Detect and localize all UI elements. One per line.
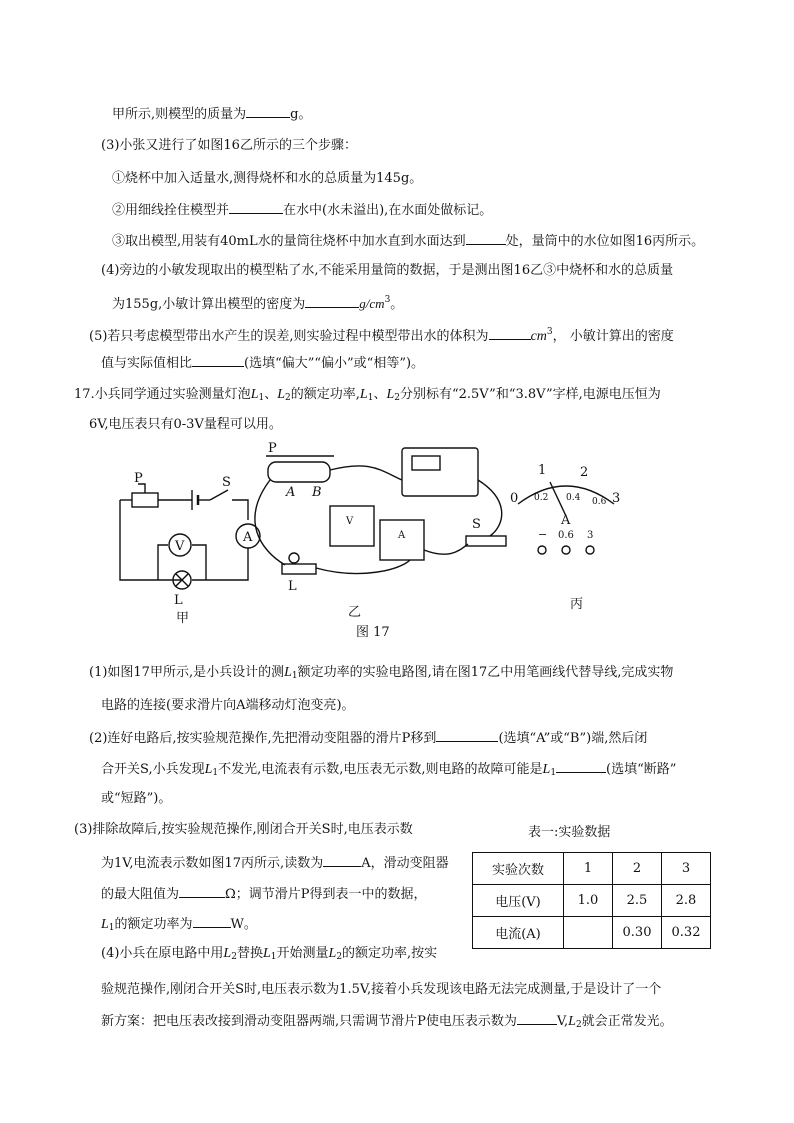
connecting-wire — [330, 466, 402, 480]
dial-scale-02: 0.2 — [534, 493, 549, 503]
table-cell: 电压(V) — [473, 885, 564, 917]
q16-step3: ③取出模型,用装有40mL水的量筒往烧杯中加水直到水面达到 处，量筒中的水位如图16丙所示。 — [112, 231, 704, 251]
answer-blank[interactable] — [192, 353, 244, 367]
dial-unit-a: A — [561, 513, 571, 528]
circuit-wire — [192, 545, 206, 580]
dial-scale-04: 0.4 — [566, 493, 581, 503]
answer-blank[interactable] — [305, 294, 359, 308]
terminal-post — [586, 546, 594, 554]
label-l1-yi: L — [288, 579, 297, 594]
q17-part2-line1: (2)连好电路后,按实验规范操作,先把滑动变阻器的滑片P移到 (选填“A”或“B”)端,然后闭 — [89, 728, 647, 748]
label-s-jia: S — [222, 475, 231, 490]
terminal-post — [538, 546, 546, 554]
table-row — [473, 917, 711, 949]
q17-part4-line2: 验规范操作,刚闭合开关S时,电压表示数为1.5V,接着小兵发现该电路无法完成测量,于是设计了一个 — [101, 982, 662, 997]
q17-part3-line3: 的最大阻值为 Ω；调节滑片P得到表一中的数据， — [101, 884, 427, 904]
q17-part4-line3: 新方案：把电压表改接到滑动变阻器两端,只需调节滑片P使电压表示数为 $V,L_2$就会正常发光。 — [101, 1011, 673, 1034]
terminal-post — [562, 546, 570, 554]
q17-part3-line1: (3)排除故障后,按实验规范操作,刚闭合开关S时,电压表示数 — [74, 822, 413, 837]
connecting-wire — [316, 560, 410, 573]
dial-scale-0: 0 — [510, 491, 519, 506]
label-jia: 甲 — [176, 611, 190, 626]
figure-caption: 图 17 — [356, 625, 390, 640]
rheostat-device — [268, 462, 330, 482]
dial-scale-06: 0.6 — [592, 497, 607, 507]
circuit-wire — [120, 500, 182, 580]
circuit-wire — [192, 548, 248, 580]
table-cell: 0.32 — [662, 917, 711, 949]
answer-blank[interactable] — [556, 759, 606, 773]
table-title: 表一:实验数据 — [528, 825, 611, 840]
q17-part3-line2: 为1V,电流表示数如图17丙所示,读数为 A，滑动变阻器 — [101, 853, 449, 873]
connecting-wire — [478, 480, 502, 536]
q17-part2-line3: 或“短路”)。 — [101, 791, 172, 806]
lamp-base — [282, 564, 316, 574]
label-p-jia: P — [134, 471, 143, 486]
answer-blank[interactable] — [229, 200, 283, 214]
label-yi: 乙 — [348, 605, 362, 620]
q17-part4-line1: (4)小兵在原电路中用$L_2$替换$L_1$开始测量$L_2$的额定功率,按实 — [101, 946, 438, 962]
answer-blank[interactable] — [179, 884, 225, 898]
switch-symbol — [210, 490, 228, 500]
label-l1-jia: L — [174, 593, 183, 608]
connecting-wire — [424, 544, 468, 554]
table-header-row — [473, 853, 711, 885]
label-a-ammeter: A — [243, 530, 253, 545]
q17-stem-line1: 17.小兵同学通过实验测量灯泡$L_1$、$L_2$的额定功率$,L_1$、$L_2$分别标有“2.5V”和“3.8V”字样,电源电压恒为 — [74, 387, 661, 403]
label-v-device: V — [346, 516, 354, 527]
dial-scale-2: 2 — [580, 465, 589, 480]
label-a-yi: A — [286, 485, 296, 500]
connecting-wire — [255, 480, 285, 565]
answer-blank[interactable] — [466, 231, 506, 245]
q16-part3: (3)小张又进行了如图16乙所示的三个步骤： — [101, 138, 357, 153]
q16-part5-line1: (5)若只考虑模型带出水产生的误差,则实验过程中模型带出水的体积为 $cm^3$， 小敏计算出的密度 — [89, 327, 674, 344]
q16-line-a: 甲所示,则模型的质量为 g。 — [112, 104, 311, 124]
table-cell: 0.30 — [613, 917, 662, 949]
table-header-cell: 1 — [564, 853, 613, 885]
q17-part1-line1: (1)如图17甲所示,是小兵设计的测$L_1$额定功率的实验电路图,请在图17乙中用笔画线代替导线,完成实物 — [89, 665, 674, 681]
table-header-cell: 2 — [613, 853, 662, 885]
power-display — [412, 456, 440, 470]
q16-step2: ②用细线拴住模型并 在水中(水未溢出),在水面处做标记。 — [112, 200, 492, 220]
terminal-minus: − — [538, 528, 548, 541]
lamp-bulb — [289, 553, 299, 563]
table-cell: 2.5 — [613, 885, 662, 917]
q17-part2-line2: 合开关S,小兵发现$L_1$不发光,电流表有示数,电压表无示数,则电路的故障可能是$L_1$ (选填“断路” — [101, 759, 676, 782]
dial-scale-3: 3 — [612, 491, 621, 506]
answer-blank[interactable] — [193, 914, 231, 928]
table-header-cell: 实验次数 — [473, 853, 564, 885]
label-a-device: A — [398, 530, 406, 541]
label-p-yi: P — [268, 441, 277, 456]
table-cell: 1.0 — [564, 885, 613, 917]
answer-blank[interactable] — [517, 1011, 557, 1025]
label-bing: 丙 — [570, 597, 584, 612]
table-cell: 2.8 — [662, 885, 711, 917]
answer-blank[interactable] — [489, 326, 531, 340]
q17-part3-line4: $L_1$的额定功率为 W。 — [101, 914, 257, 937]
table-row — [473, 885, 711, 917]
circuit-wire — [158, 545, 168, 580]
terminal-3: 3 — [587, 530, 594, 541]
rheostat-symbol — [132, 493, 158, 507]
q16-step1: ①烧杯中加入适量水,测得烧杯和水的总质量为145g。 — [112, 171, 423, 186]
answer-blank[interactable] — [246, 104, 290, 118]
label-b-yi: B — [312, 485, 322, 500]
terminal-06: 0.6 — [558, 530, 574, 541]
dial-scale-1: 1 — [538, 463, 547, 478]
answer-blank[interactable] — [323, 853, 361, 867]
q17-stem-line2: 6V,电压表只有0-3V量程可以用。 — [89, 417, 282, 432]
data-table — [472, 852, 711, 949]
switch-device — [466, 536, 506, 546]
power-supply — [402, 448, 478, 496]
q16-part4-line1: (4)旁边的小敏发现取出的模型粘了水,不能采用量筒的数据，于是测出图16乙③中烧杯和水的总质量 — [101, 263, 674, 278]
table-header-cell: 3 — [662, 853, 711, 885]
table-cell: 电流(A) — [473, 917, 564, 949]
table-cell — [564, 917, 613, 949]
label-s-yi: S — [472, 517, 481, 532]
q17-part1-line2: 电路的连接(要求滑片向A端移动灯泡变亮)。 — [101, 698, 355, 713]
q16-part4-line2: 为155g,小敏计算出模型的密度为 $g/cm^3$。 — [112, 295, 404, 312]
q16-part5-line2: 值与实际值相比 (选填“偏大”“偏小”或“相等”)。 — [101, 353, 424, 373]
label-v-voltmeter: V — [175, 539, 185, 554]
answer-blank[interactable] — [436, 728, 498, 742]
circuit-wire — [232, 500, 248, 520]
figure-17 — [110, 440, 650, 640]
